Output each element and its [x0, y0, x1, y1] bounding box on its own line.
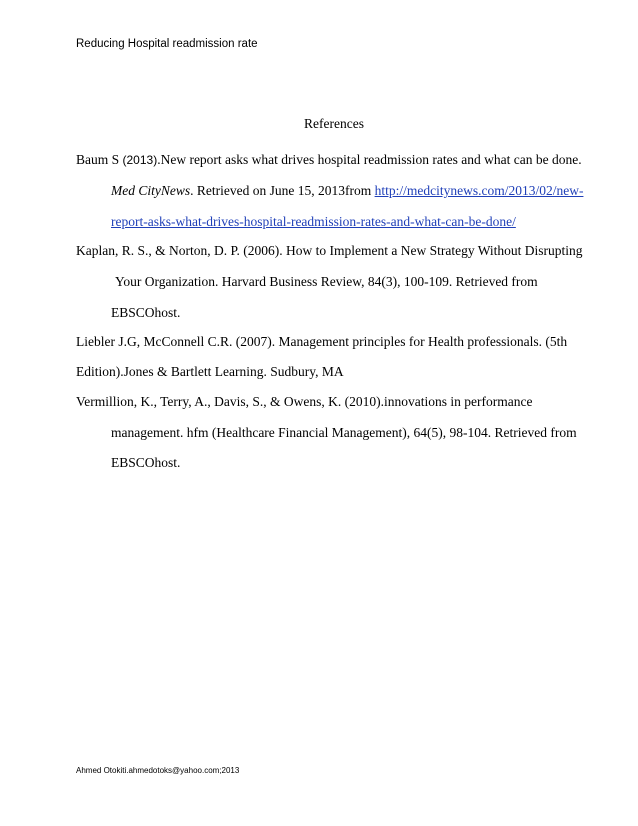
reference-entry-liebler-line-2: Edition).Jones & Bartlett Learning. Sudbury, MA — [76, 364, 344, 379]
reference-entry-vermillion-line-1: Vermillion, K., Terry, A., Davis, S., & Owens, K. (2010).innovations in performance — [76, 394, 533, 409]
reference-year: (2013) — [122, 153, 158, 167]
reference-title: .New report asks what drives hospital readmission rates and what can be done. — [157, 152, 582, 167]
reference-journal: Med CityNews — [111, 183, 191, 198]
reference-entry-baum-line-1 — [76, 152, 582, 168]
reference-entry-kaplan-line-2: Your Organization. Harvard Business Review, 84(3), 100-109. Retrieved from — [115, 274, 538, 289]
reference-entry-kaplan-line-3: EBSCOhost. — [111, 305, 181, 320]
running-header: Reducing Hospital readmission rate — [76, 38, 258, 50]
reference-entry-baum-line-3 — [111, 214, 516, 230]
reference-entry-baum-line-2 — [111, 183, 583, 199]
references-heading: References — [304, 116, 364, 131]
reference-retrieved: . Retrieved on June 15, 2013from — [190, 183, 375, 198]
reference-url-link[interactable]: http://medcitynews.com/2013/02/new- — [374, 183, 584, 198]
page-footer: Ahmed Otokiti.ahmedotoks@yahoo.com;2013 — [76, 766, 240, 775]
reference-entry-vermillion-line-2: management. hfm (Healthcare Financial Management), 64(5), 98-104. Retrieved from — [111, 425, 577, 440]
reference-entry-liebler-line-1: Liebler J.G, McConnell C.R. (2007). Management principles for Health professionals. (5th — [76, 334, 568, 349]
reference-entry-vermillion-line-3: EBSCOhost. — [111, 455, 181, 470]
reference-entry-kaplan-line-1: Kaplan, R. S., & Norton, D. P. (2006). How to Implement a New Strategy Without Disrupting — [76, 243, 583, 258]
reference-url-link-continued[interactable]: report-asks-what-drives-hospital-readmission-rates-and-what-can-be-done/ — [111, 214, 516, 229]
reference-author: Baum S — [76, 152, 123, 167]
